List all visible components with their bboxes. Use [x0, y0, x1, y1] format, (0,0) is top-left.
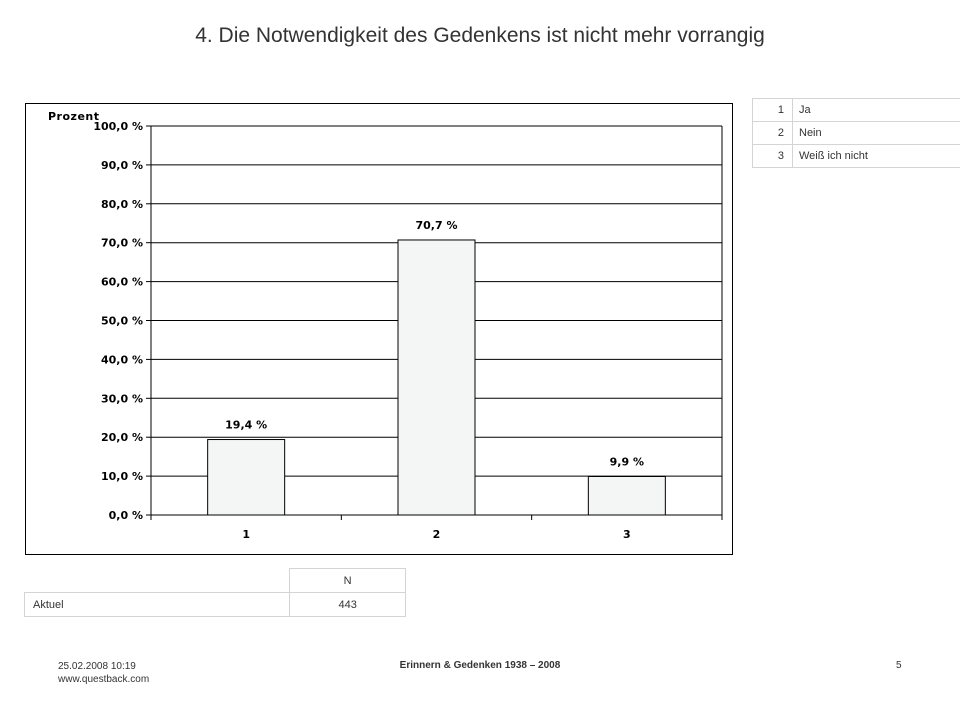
x-tick-label: 3 — [623, 528, 631, 541]
footer-page-number: 5 — [896, 660, 902, 671]
legend-row — [753, 99, 960, 122]
legend-number: 3 — [753, 145, 793, 168]
legend-row — [753, 122, 960, 145]
legend-row — [753, 145, 960, 168]
n-table-row-label: Aktuel — [25, 593, 290, 617]
legend-number: 1 — [753, 99, 793, 122]
bar — [208, 440, 285, 515]
x-tick-label: 2 — [432, 528, 441, 541]
footer-site: www.questback.com — [58, 674, 150, 685]
y-tick-label: 100,0 % — [93, 120, 143, 133]
y-tick-label: 90,0 % — [101, 158, 143, 172]
bar-chart — [26, 104, 732, 554]
legend-label: Ja — [793, 99, 960, 122]
footer-date: 25.02.2008 10:19 — [58, 661, 136, 672]
y-tick-label: 80,0 % — [101, 197, 143, 211]
y-tick-label: 70,0 % — [101, 236, 143, 250]
y-tick-label: 0,0 % — [108, 509, 143, 522]
n-table-empty-cell — [25, 569, 290, 593]
y-tick-label: 20,0 % — [101, 431, 143, 445]
y-tick-label: 30,0 % — [101, 392, 143, 406]
n-table-header: N — [290, 569, 406, 593]
n-table-header-row — [25, 569, 406, 593]
x-tick-label: 1 — [242, 528, 250, 541]
y-tick-label: 50,0 % — [101, 314, 143, 328]
y-tick-label: 60,0 % — [101, 275, 143, 289]
bar — [588, 476, 665, 515]
bar-value-label: 9,9 % — [609, 455, 645, 469]
n-table-value: 443 — [290, 593, 406, 617]
page-title: 4. Die Notwendigkeit des Gedenkens ist nicht mehr vorrangig — [195, 24, 765, 47]
chart-frame — [25, 103, 733, 555]
n-count-table — [24, 568, 406, 617]
bar — [398, 240, 475, 515]
bar-value-label: 70,7 % — [415, 218, 458, 232]
n-table-row — [25, 593, 406, 617]
footer-center-title: Erinnern & Gedenken 1938 – 2008 — [399, 660, 561, 671]
y-axis-label: Prozent — [48, 110, 100, 123]
bar-value-label: 19,4 % — [225, 418, 268, 432]
legend-number: 2 — [753, 122, 793, 145]
y-tick-label: 40,0 % — [101, 353, 143, 367]
y-tick-label: 10,0 % — [101, 470, 143, 484]
category-legend-table — [752, 98, 960, 168]
legend-label: Nein — [793, 122, 960, 145]
legend-label: Weiß ich nicht — [793, 145, 960, 168]
